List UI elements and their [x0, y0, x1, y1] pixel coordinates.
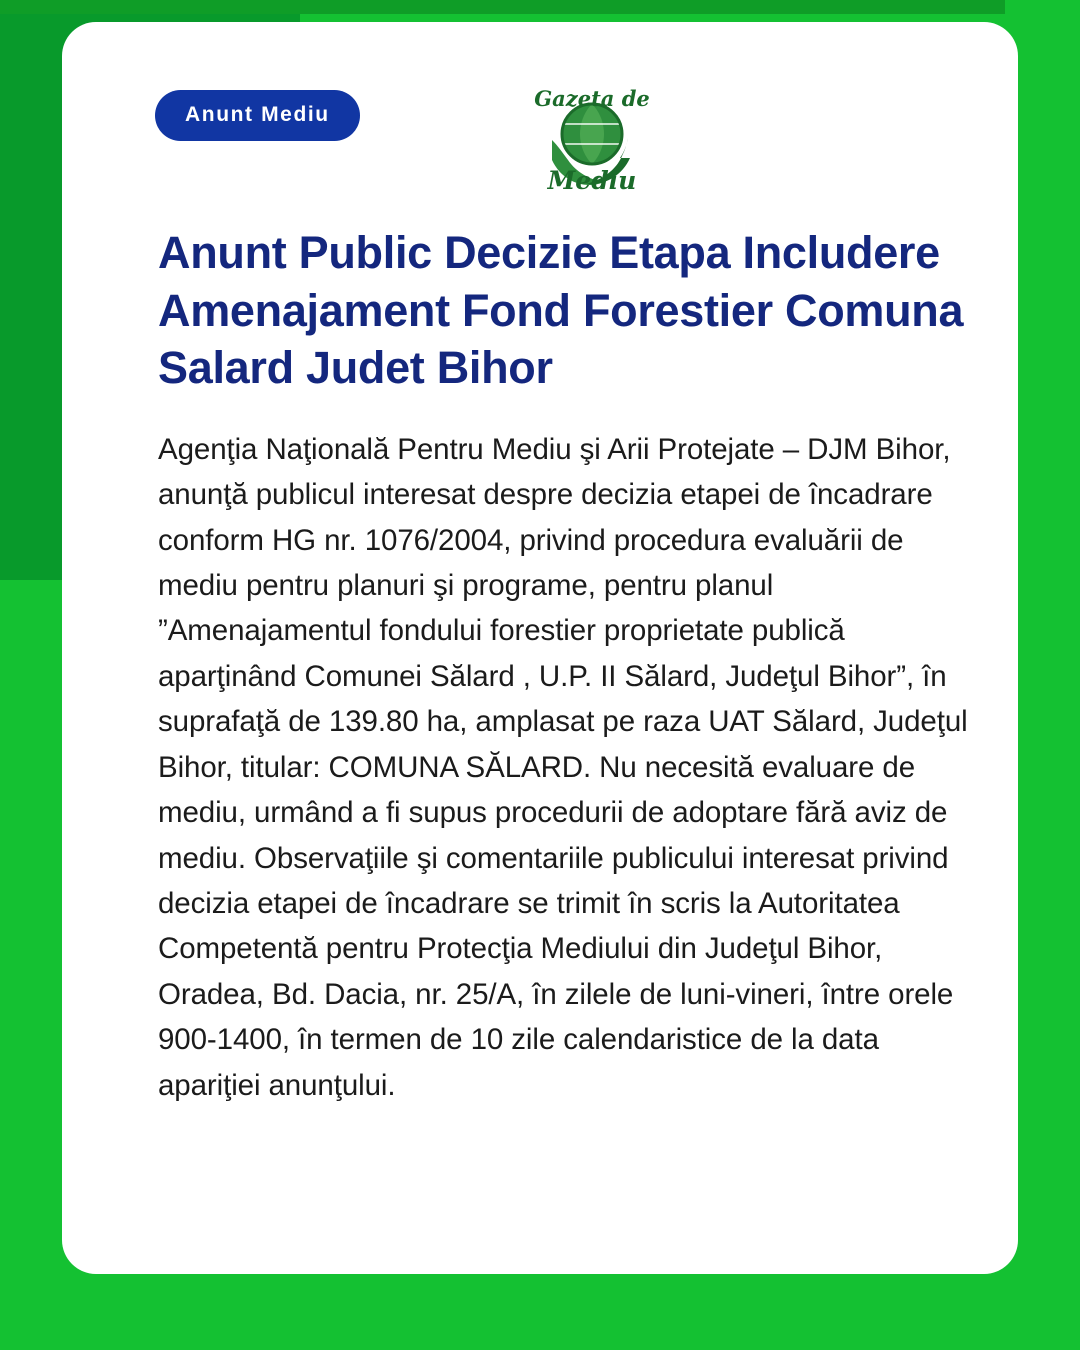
page-title: Anunt Public Decizie Etapa Includere Amenajament Fond Forestier Comuna Salard Judet Bihor	[158, 227, 964, 394]
logo-line1-text: Gazeta de	[534, 86, 650, 111]
logo-line2-text: Mediu	[547, 166, 637, 195]
card-header	[110, 56, 970, 206]
announcement-card	[62, 22, 1018, 1274]
announcement-body: Agenţia Naţională Pentru Mediu şi Arii Protejate – DJM Bihor, anunţă publicul interesat despre decizia etapei de încadrare conform HG nr. 1076/2004, privind procedura evaluării de mediu pentru planuri şi programe, pentru planul ”Amenajamentul fondului forestier proprietate publică aparţinând Comunei Sălard , U.P. II Sălard, Judeţul Bihor”, în suprafaţă de 139.80 ha, amplasat pe raza UAT Sălard, Judeţul Bihor, titular: COMUNA SĂLARD. Nu necesită evaluare de mediu, urmând a fi supus procedurii de adoptare fără aviz de mediu. Observaţiile şi comentariile publicului interesat privind decizia etapei de încadrare se trimit în scris la Autoritatea Competentă pentru Protecţia Mediului din Judeţul Bihor, Oradea, Bd. Dacia, nr. 25/A, în zilele de luni-vineri, între orele 900-1400, în termen de 10 zile calendaristice de la data apariţiei anunţului.	[158, 432, 968, 1102]
background-accent-strip	[0, 0, 1005, 14]
category-badge: Anunt Mediu	[155, 90, 360, 141]
gazeta-de-mediu-logo	[522, 74, 662, 214]
